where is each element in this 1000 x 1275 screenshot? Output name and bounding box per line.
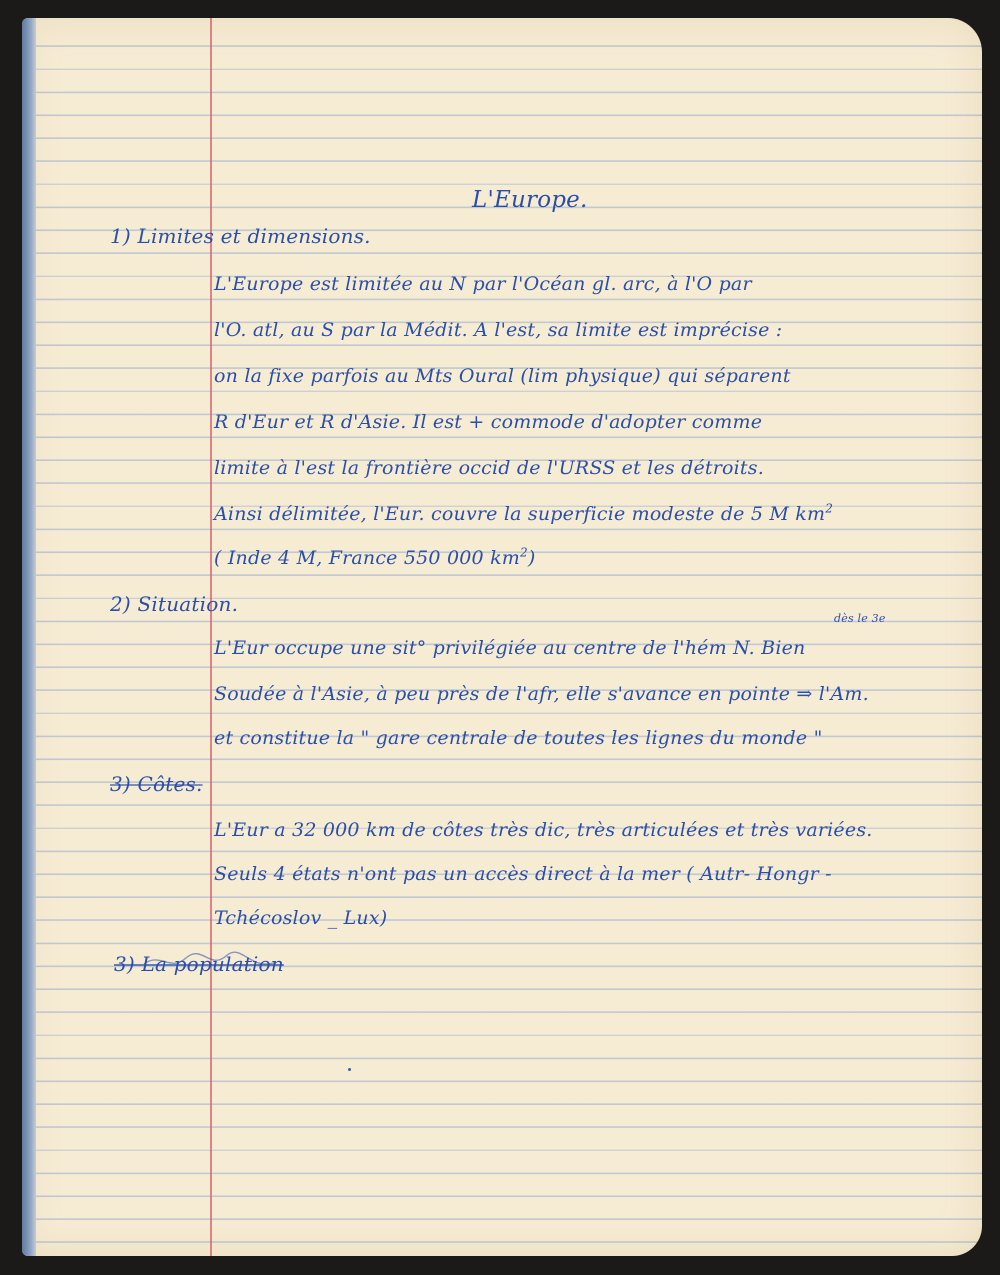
section-heading-population: 3) La population (114, 952, 284, 976)
text-line: L'Eur a 32 000 km de côtes très dic, très articulées et très variées. (214, 819, 873, 841)
text-line: R d'Eur et R d'Asie. Il est + commode d'adopter comme (214, 411, 763, 433)
margin-rule (210, 18, 212, 1256)
text-line-content: Ainsi délimitée, l'Eur. couvre la superficie modeste de 5 M km (214, 503, 826, 525)
section-heading-cotes: 3) Côtes. (110, 772, 203, 796)
text-line: limite à l'est la frontière occid de l'URSS et les détroits. (214, 457, 764, 479)
text-line-comparison (214, 544, 535, 572)
superscript-square: 2 (825, 501, 834, 516)
text-line: Tchécoslov _ Lux) (214, 907, 388, 929)
text-line: L'Europe est limitée au N par l'Océan gl. arc, à l'O par (214, 273, 752, 295)
text-line: Seuls 4 états n'ont pas un accès direct à la mer ( Autr- Hongr - (214, 863, 832, 885)
text-line: L'Eur occupe une sit° privilégiée au centre de l'hém N. Bien (214, 637, 806, 659)
text-line-content: ( Inde 4 M, France 550 000 km (214, 547, 520, 569)
closing-paren: ) (527, 547, 536, 569)
text-line: Soudée à l'Asie, à peu près de l'afr, elle s'avance en pointe ⇒ l'Am. (214, 683, 869, 705)
section-heading-situation: 2) Situation. (110, 592, 239, 616)
page-title: L'Europe. (472, 187, 588, 213)
ink-dot (348, 1068, 351, 1071)
text-line: on la fixe parfois au Mts Oural (lim physique) qui séparent (214, 365, 791, 387)
notebook-page (22, 18, 982, 1256)
text-line: et constitue la " gare centrale de toutes les lignes du monde " (214, 727, 823, 749)
section-heading-limites: 1) Limites et dimensions. (110, 224, 371, 248)
notebook-spine (22, 18, 36, 1256)
crossed-out-scribble (140, 942, 280, 982)
superscript-square: 2 (520, 545, 528, 560)
margin-note-insert: dès le 3e (834, 612, 886, 625)
text-line: l'O. atl, au S par la Médit. A l'est, sa limite est imprécise : (214, 319, 783, 341)
text-line-superficie (214, 500, 833, 528)
